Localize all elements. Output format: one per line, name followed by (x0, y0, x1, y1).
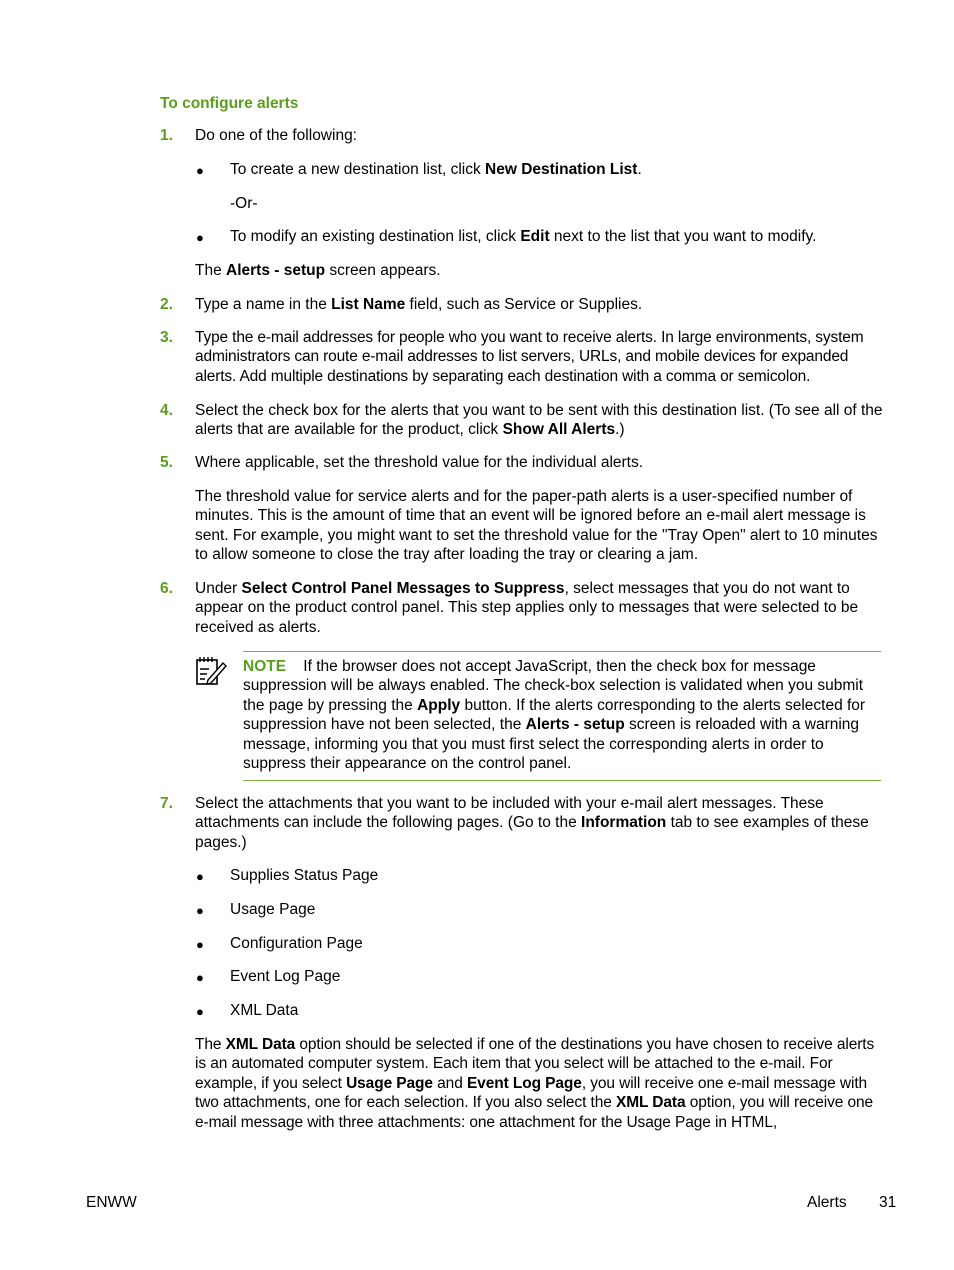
step-number: 2. (160, 296, 173, 313)
bullet-icon: ● (196, 937, 204, 952)
step-number: 1. (160, 127, 173, 144)
step-text: Under Select Control Panel Messages to Suppress, select messages that you do not want to appear on the product control panel. This step applies only to messages that were selected to be received as alerts. (195, 580, 859, 636)
bullet-icon: ● (196, 903, 204, 918)
bullet-icon: ● (196, 1004, 204, 1019)
step-number: 5. (160, 454, 173, 471)
list-item: Configuration Page (230, 935, 363, 952)
bullet-text: To create a new destination list, click New Destination List. (230, 161, 642, 178)
step-text: Select the check box for the alerts that you want to be sent with this destination list. (To see all of the alerts that are available for the product, click Show All Alerts.) (195, 402, 883, 439)
note-bottom-rule (243, 780, 881, 781)
step-note-text: The Alerts - setup screen appears. (195, 262, 441, 279)
step-text: Do one of the following: (195, 127, 357, 144)
footer-left: ENWW (86, 1194, 137, 1211)
step-number: 3. (160, 329, 173, 346)
list-item: Event Log Page (230, 968, 341, 985)
bullet-icon: ● (196, 163, 204, 178)
bullet-icon: ● (196, 970, 204, 985)
footer-section: Alerts (807, 1194, 847, 1211)
step-text: Select the attachments that you want to be included with your e-mail alert messages. These attachments can include the following pages. (Go to the Information tab to see examples of these pages.) (195, 795, 869, 851)
step-text: Type a name in the List Name field, such as Service or Supplies. (195, 296, 643, 313)
step-text: Where applicable, set the threshold value for the individual alerts. (195, 454, 644, 471)
step-text: Type the e-mail addresses for people who you want to receive alerts. In large environments, system administrators can route e-mail addresses to list servers, URLs, and mobile devices for expanded alerts. Add multiple destinations by separating each destination with a comma or semicolon. (195, 329, 864, 385)
step-number: 6. (160, 580, 173, 597)
step-number: 4. (160, 402, 173, 419)
list-item: Usage Page (230, 901, 316, 918)
step-paragraph: The threshold value for service alerts and for the paper-path alerts is a user-specified number of minutes. This is the amount of time that an event will be ignored before an e-mail alert message is sent. For example, you might want to set the threshold value for the "Tray Open" alert to 10 minutes to allow someone to close the tray after loading the tray or clearing a jam. (195, 488, 878, 564)
section-heading: To configure alerts (160, 95, 299, 112)
bullet-icon: ● (196, 869, 204, 884)
bullet-icon: ● (196, 230, 204, 245)
step-number: 7. (160, 795, 173, 812)
bullet-text: To modify an existing destination list, click Edit next to the list that you want to modify. (230, 228, 817, 245)
note-label: NOTE (243, 658, 287, 675)
note-text: NOTE If the browser does not accept JavaScript, then the check box for message suppression will be always enabled. The check-box selection is validated when you submit the page by pressing the Apply button. If the alerts corresponding to the alerts selected for suppression have not been selected, the Alerts - setup screen is reloaded with a warning message, informing you that you must first select the corresponding alerts in order to suppress their appearance on the control panel. (243, 658, 866, 773)
page-number: 31 (879, 1194, 897, 1211)
note-top-rule (243, 651, 881, 652)
list-item: Supplies Status Page (230, 867, 379, 884)
or-text: -Or- (230, 195, 258, 212)
list-item: XML Data (230, 1002, 299, 1019)
note-icon (195, 655, 229, 687)
xml-paragraph: The XML Data option should be selected if one of the destinations you have chosen to receive alerts is an automated computer system. Each item that you select will be attached to the e-mail. For example, if you select Usage Page and Event Log Page, you will receive one e-mail message with two attachments, one for each selection. If you also select the XML Data option, you will receive one e-mail message with three attachments: one attachment for the Usage Page in HTML, (195, 1036, 875, 1131)
